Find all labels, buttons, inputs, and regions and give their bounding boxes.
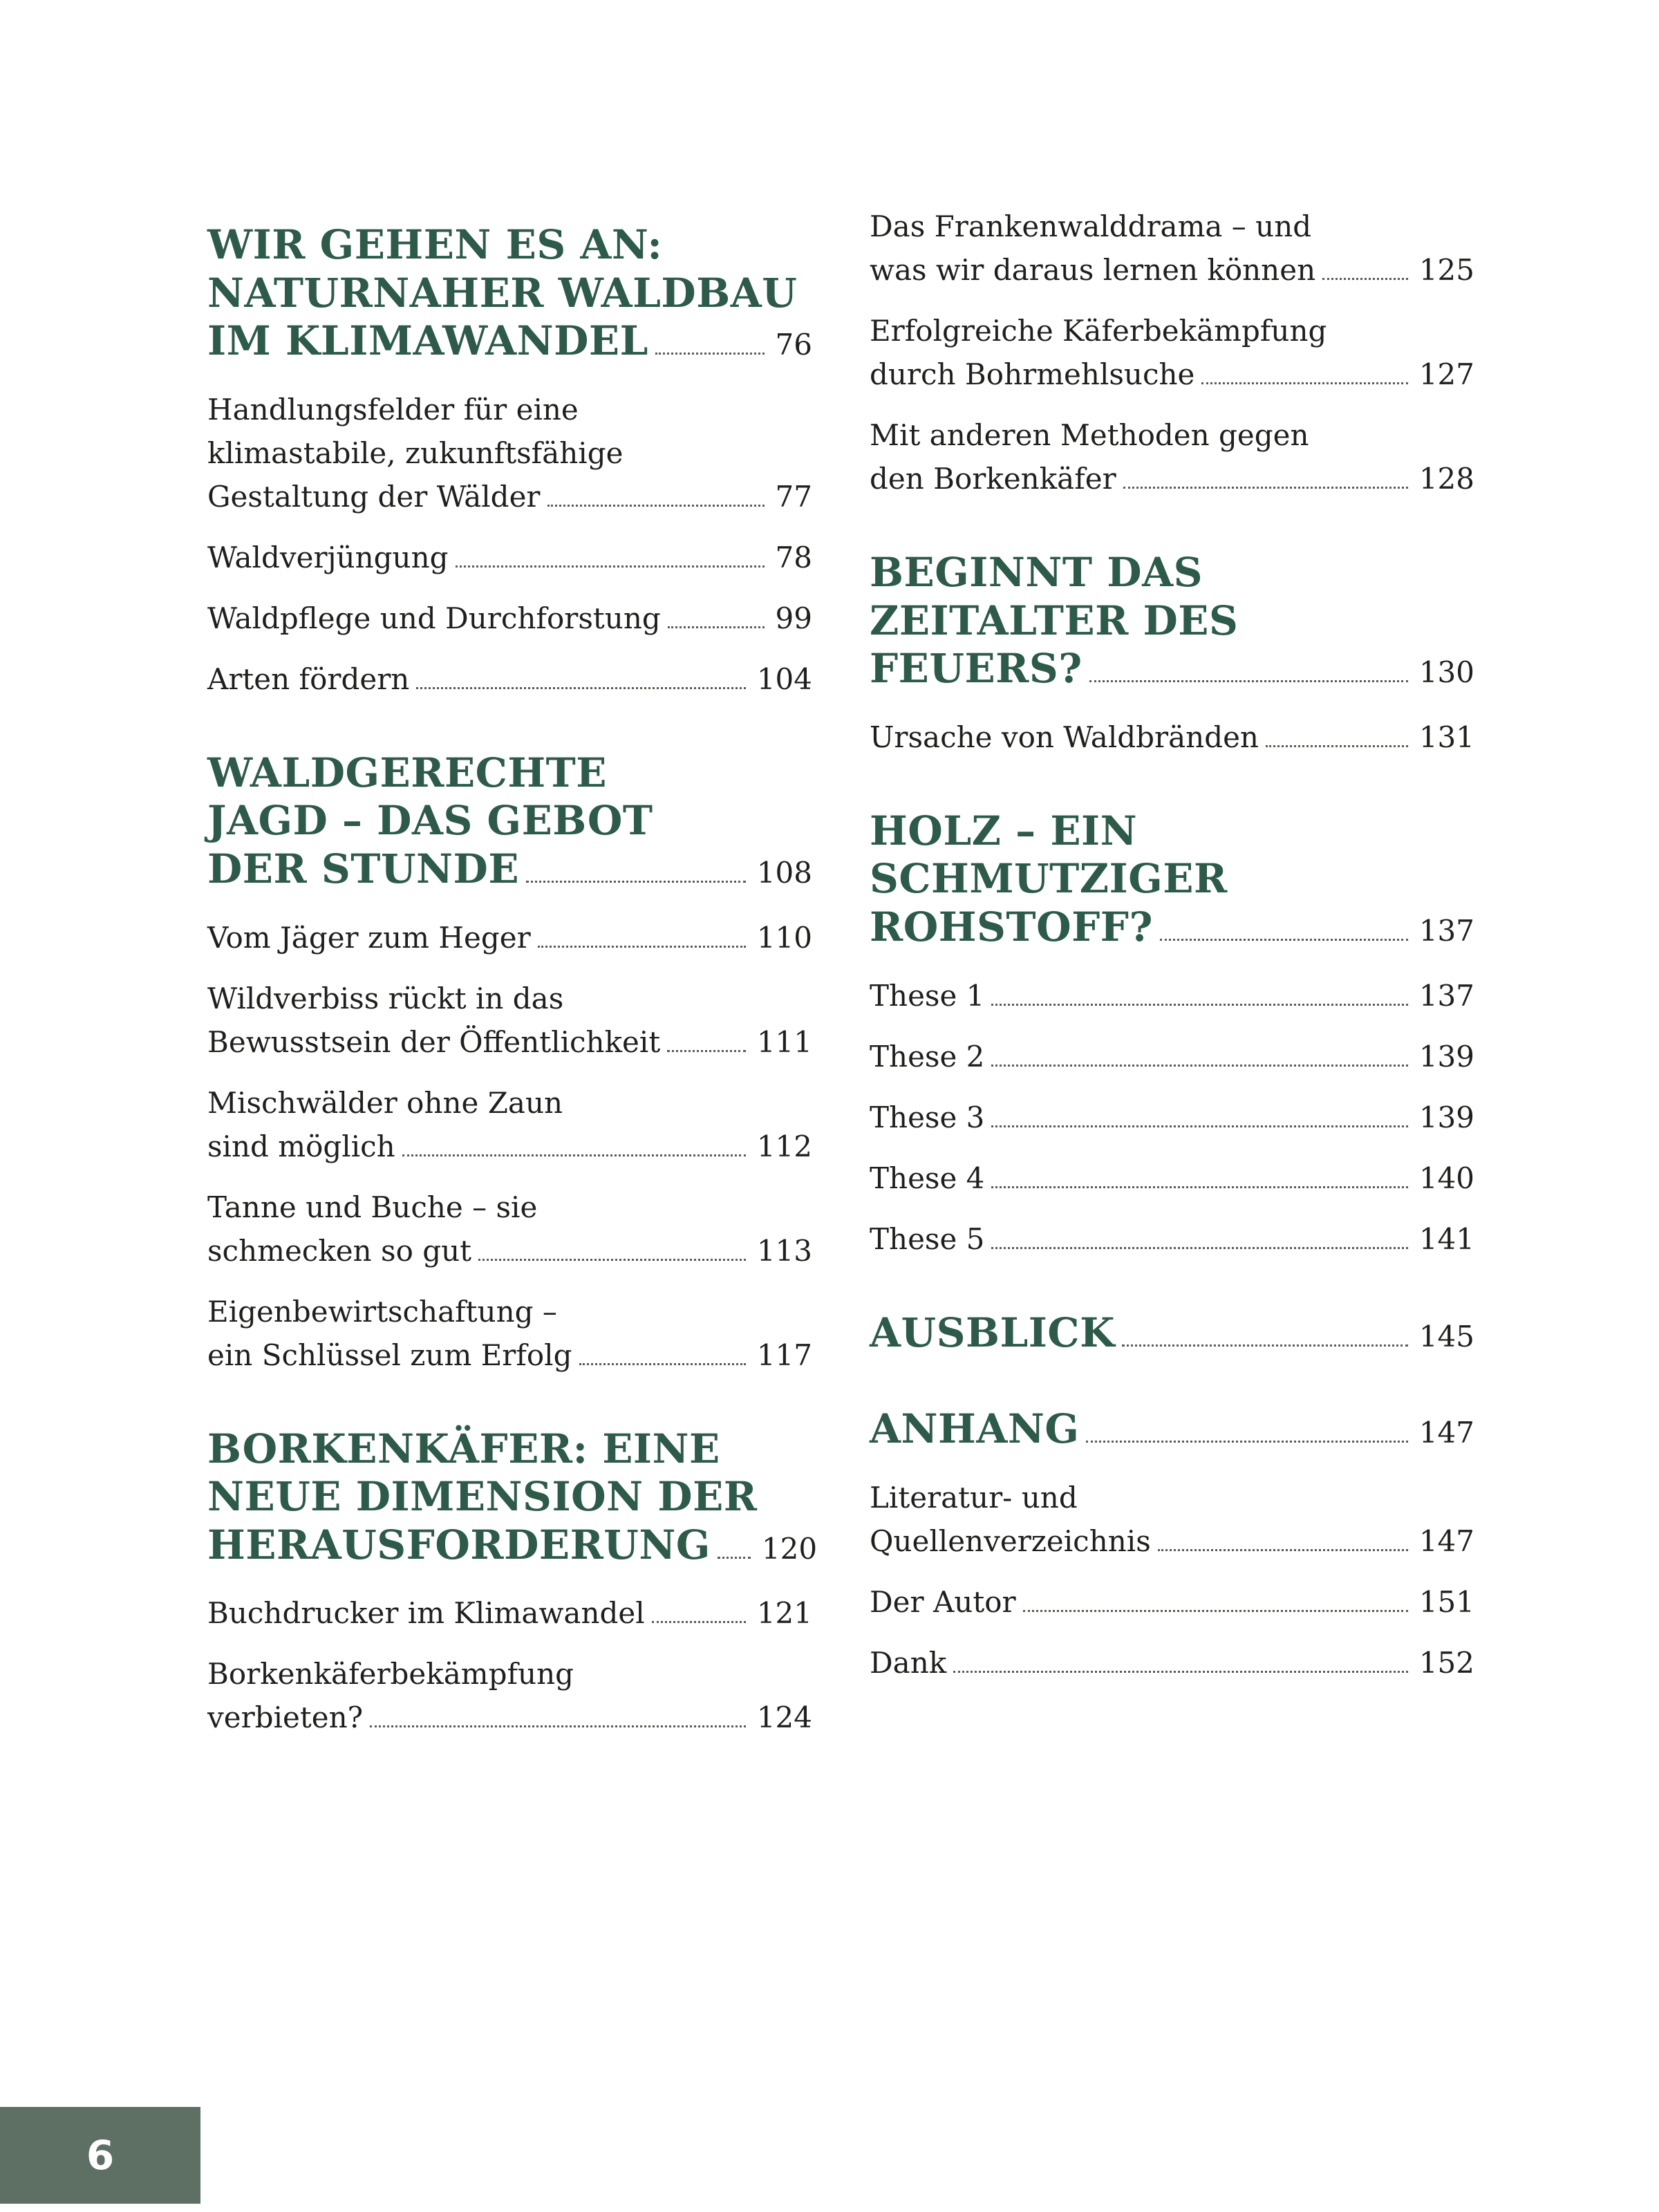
dot-leader — [1089, 680, 1408, 682]
dot-leader — [402, 1154, 746, 1156]
toc-entry-lastline — [870, 1096, 1474, 1139]
dot-leader — [652, 1621, 746, 1623]
toc-entry-line: SCHMUTZIGER — [870, 855, 1228, 903]
dot-leader — [655, 353, 765, 355]
toc-page-number: 108 — [756, 855, 812, 890]
toc-entry-label: sind möglich — [207, 1129, 395, 1163]
toc-entry-lastline — [207, 1591, 812, 1635]
toc-page-number: 141 — [1418, 1221, 1474, 1256]
toc-page-number: 147 — [1418, 1416, 1474, 1450]
toc-entry-label: HERAUSFORDERUNG — [207, 1521, 711, 1568]
toc-section-heading — [870, 807, 1474, 952]
toc-entry — [207, 916, 812, 959]
toc-entry — [870, 1476, 1474, 1563]
toc-entry — [207, 388, 812, 518]
toc-entry-lastline — [870, 1519, 1474, 1563]
dot-leader — [1158, 1549, 1408, 1551]
toc-entry — [207, 1290, 812, 1377]
toc-section-heading — [207, 221, 812, 366]
toc-entry-lastline — [870, 1641, 1474, 1685]
toc-page-number: 110 — [756, 920, 812, 955]
dot-leader — [456, 565, 765, 568]
dot-leader — [547, 505, 765, 507]
toc-entry-label: These 5 — [870, 1221, 985, 1256]
toc-section-heading — [207, 1425, 818, 1570]
toc-entry-lastline — [870, 645, 1474, 693]
toc-page-number: 104 — [756, 662, 812, 696]
toc-page-number: 76 — [775, 328, 812, 362]
toc-page-number: 112 — [756, 1129, 812, 1163]
toc-entry — [207, 536, 812, 579]
toc-entry-lastline — [870, 974, 1474, 1018]
toc-entry-label: Der Autor — [870, 1584, 1016, 1619]
toc-page-number: 127 — [1418, 357, 1474, 391]
toc-entry-line: BEGINNT DAS — [870, 549, 1203, 596]
toc-entry — [207, 1185, 812, 1273]
dot-leader — [1266, 745, 1408, 747]
dot-leader — [718, 1557, 751, 1559]
toc-entry-line: Tanne und Buche – sie — [207, 1190, 538, 1224]
toc-entry-label: FEUERS? — [870, 645, 1082, 693]
dot-leader — [991, 1247, 1407, 1249]
toc-page-number: 128 — [1418, 462, 1474, 496]
toc-entry-line: Eigenbewirtschaftung – — [207, 1294, 557, 1329]
toc-page-number: 151 — [1418, 1584, 1474, 1619]
dot-leader — [1322, 278, 1408, 280]
toc-entry-label: AUSBLICK — [870, 1309, 1115, 1356]
toc-entry-label: durch Bohrmehlsuche — [870, 357, 1195, 391]
toc-entry — [870, 1035, 1474, 1078]
toc-page-number: 131 — [1418, 720, 1474, 754]
dot-leader — [667, 1050, 746, 1052]
toc-entry — [870, 974, 1474, 1018]
toc-entry-label: IM KLIMAWANDEL — [207, 317, 648, 365]
toc-entry-label: verbieten? — [207, 1700, 364, 1735]
toc-entry-line: Wildverbiss rückt in das — [207, 981, 564, 1015]
dot-leader — [953, 1671, 1408, 1673]
toc-entry-line: ZEITALTER DES — [870, 597, 1239, 644]
toc-entry-label: Waldpflege und Durchforstung — [207, 601, 661, 635]
toc-page-number: 111 — [756, 1024, 812, 1059]
toc-entry — [870, 715, 1474, 759]
toc-section-heading — [870, 1405, 1474, 1454]
toc-entry-line: BORKENKÄFER: EINE — [207, 1425, 720, 1472]
toc-entry-lastline — [207, 1125, 812, 1168]
toc-page-number: 120 — [761, 1531, 818, 1566]
toc-page-number: 130 — [1418, 655, 1474, 690]
toc-page-number: 145 — [1418, 1319, 1474, 1353]
toc-section-heading — [870, 1309, 1474, 1358]
dot-leader — [1201, 382, 1407, 384]
toc-page-number: 113 — [756, 1233, 812, 1268]
toc-entry-line: Mit anderen Methoden gegen — [870, 418, 1309, 452]
toc-entry-line: WALDGERECHTE — [207, 749, 607, 796]
dot-leader — [1123, 487, 1408, 489]
toc-entry-lastline — [207, 1333, 812, 1377]
toc-entry-line: Mischwälder ohne Zaun — [207, 1085, 563, 1120]
dot-leader — [991, 1065, 1407, 1067]
toc-entry-lastline — [870, 248, 1474, 292]
toc-entry-line: Erfolgreiche Käferbekämpfung — [870, 314, 1327, 348]
toc-entry-lastline — [207, 1229, 812, 1273]
toc-entry-lastline — [870, 1156, 1474, 1200]
toc-entry — [207, 657, 812, 701]
dot-leader — [991, 1125, 1407, 1127]
toc-entry-label: These 1 — [870, 978, 985, 1013]
toc-entry-lastline — [207, 1020, 812, 1064]
toc-entry — [870, 1096, 1474, 1139]
toc-entry-line: Handlungsfelder für eine — [207, 392, 579, 427]
toc-page-number: 140 — [1418, 1161, 1474, 1195]
toc-entry-lastline — [207, 475, 812, 518]
toc-entry-label: Gestaltung der Wälder — [207, 479, 541, 514]
toc-page-number: 121 — [756, 1596, 812, 1631]
toc-entry-label: These 4 — [870, 1161, 985, 1195]
toc-column-right — [870, 205, 1474, 1756]
toc-entry — [870, 1580, 1474, 1624]
toc-entry-label: ANHANG — [870, 1405, 1080, 1453]
toc-entry-lastline — [870, 1217, 1474, 1261]
toc-entry-lastline — [207, 657, 812, 701]
toc-entry — [870, 413, 1474, 500]
toc-page-number: 99 — [775, 601, 812, 635]
toc-entry-lastline — [870, 1035, 1474, 1078]
dot-leader — [416, 687, 746, 689]
toc-columns — [207, 205, 1474, 1756]
toc-entry-line: Das Frankenwalddrama – und — [870, 209, 1312, 243]
toc-page-number: 124 — [756, 1700, 812, 1735]
toc-section-heading — [207, 749, 812, 894]
toc-entry-label: schmecken so gut — [207, 1233, 472, 1268]
toc-entry-line: HOLZ – EIN — [870, 807, 1138, 854]
toc-section-heading — [870, 549, 1474, 693]
toc-page-number: 147 — [1418, 1524, 1474, 1558]
dot-leader — [991, 1004, 1407, 1006]
toc-entry-line: WIR GEHEN ES AN: — [207, 221, 663, 268]
dot-leader — [478, 1259, 746, 1261]
dot-leader — [1086, 1441, 1407, 1443]
toc-entry-line: NEUE DIMENSION DER — [207, 1473, 758, 1521]
toc-page-number: 139 — [1418, 1039, 1474, 1074]
toc-entry-line: NATURNAHER WALDBAU — [207, 269, 798, 317]
dot-leader — [1122, 1344, 1408, 1347]
dot-leader — [991, 1186, 1407, 1188]
dot-leader — [579, 1363, 746, 1365]
toc-entry-lastline — [870, 1309, 1474, 1358]
toc-column-left — [207, 205, 818, 1756]
toc-entry-lastline — [207, 1696, 812, 1739]
toc-entry-lastline — [207, 597, 812, 640]
toc-entry-lastline — [207, 845, 812, 894]
toc-entry-label: ROHSTOFF? — [870, 903, 1153, 950]
toc-entry-label: was wir daraus lernen können — [870, 253, 1316, 287]
toc-entry-label: Ursache von Waldbränden — [870, 720, 1259, 754]
toc-page-number: 139 — [1418, 1100, 1474, 1134]
toc-entry-label: Quellenverzeichnis — [870, 1524, 1151, 1558]
footer-page-number: 6 — [86, 2132, 115, 2179]
toc-entry-line: JAGD – DAS GEBOT — [207, 797, 653, 845]
toc-entry-label: Arten fördern — [207, 662, 410, 696]
toc-page-number: 125 — [1418, 253, 1474, 287]
toc-entry-label: ein Schlüssel zum Erfolg — [207, 1338, 572, 1372]
dot-leader — [1160, 939, 1408, 941]
toc-page-number: 137 — [1418, 978, 1474, 1013]
toc-entry-line: klimastabile, zukunftsfähige — [207, 435, 624, 470]
toc-entry-label: Vom Jäger zum Heger — [207, 920, 531, 955]
toc-entry-line: Literatur- und — [870, 1480, 1078, 1515]
toc-entry-label: DER STUNDE — [207, 845, 520, 892]
toc-entry — [207, 1591, 812, 1635]
toc-entry-label: These 3 — [870, 1100, 985, 1134]
toc-entry-label: Buchdrucker im Klimawandel — [207, 1596, 645, 1631]
dot-leader — [1023, 1610, 1408, 1612]
toc-entry-lastline — [870, 1580, 1474, 1624]
toc-entry-lastline — [870, 1405, 1474, 1454]
toc-entry-lastline — [207, 1521, 818, 1570]
toc-entry — [207, 977, 812, 1064]
dot-leader — [526, 881, 746, 883]
toc-entry — [207, 1081, 812, 1168]
toc-entry-label: Dank — [870, 1645, 947, 1680]
toc-entry — [870, 205, 1474, 292]
toc-entry — [870, 1217, 1474, 1261]
toc-page-number: 78 — [775, 540, 812, 574]
toc-entry — [207, 1652, 812, 1739]
toc-entry-lastline — [870, 457, 1474, 500]
toc-page-number: 77 — [775, 479, 812, 514]
toc-entry-lastline — [870, 903, 1474, 952]
toc-entry — [207, 597, 812, 640]
footer-page-number-block — [0, 2107, 200, 2204]
toc-entry-lastline — [870, 353, 1474, 396]
toc-entry-lastline — [207, 916, 812, 959]
toc-page-number: 152 — [1418, 1645, 1474, 1680]
toc-entry — [870, 309, 1474, 396]
toc-entry-label: den Borkenkäfer — [870, 462, 1116, 496]
toc-entry — [870, 1641, 1474, 1685]
toc-entry-label: These 2 — [870, 1039, 985, 1074]
toc-entry-lastline — [207, 536, 812, 579]
toc-page-number: 117 — [756, 1338, 812, 1372]
toc-entry-line: Borkenkäferbekämpfung — [207, 1657, 574, 1691]
dot-leader — [538, 946, 746, 948]
dot-leader — [668, 626, 765, 628]
toc-entry — [870, 1156, 1474, 1200]
dot-leader — [370, 1725, 746, 1727]
toc-entry-label: Waldverjüngung — [207, 540, 449, 574]
toc-page-number: 137 — [1418, 913, 1474, 948]
toc-entry-label: Bewusstsein der Öffentlichkeit — [207, 1024, 661, 1059]
toc-entry-lastline — [207, 317, 812, 366]
toc-entry-lastline — [870, 715, 1474, 759]
